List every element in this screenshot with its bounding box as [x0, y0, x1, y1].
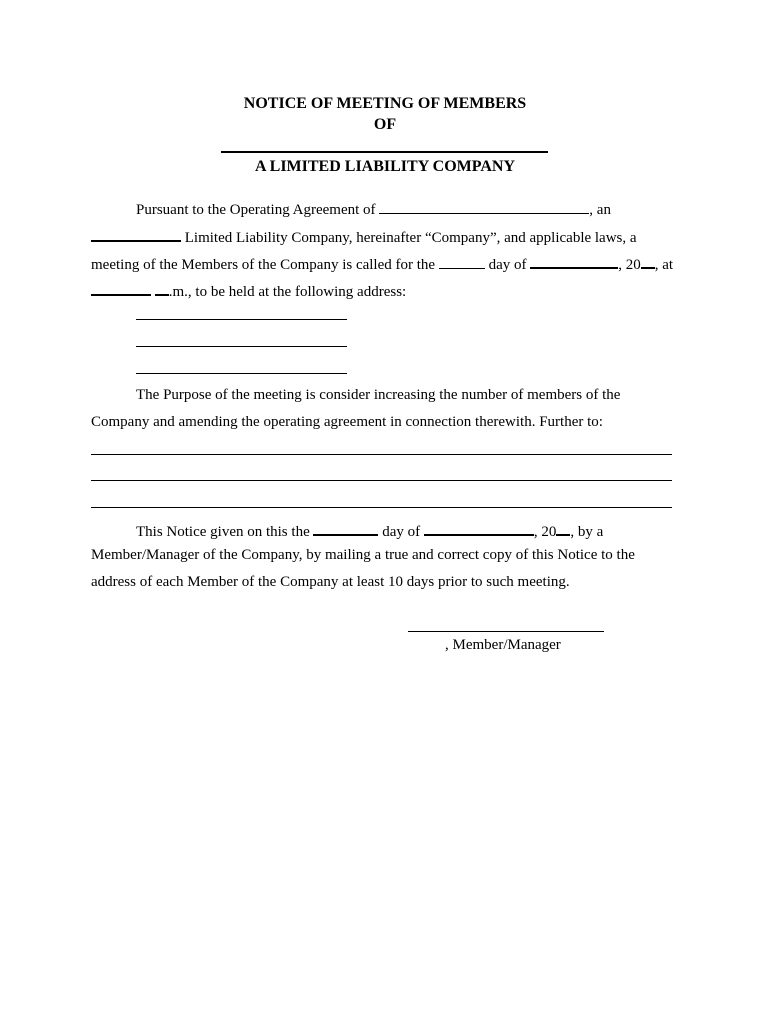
para3-text-c: , 20: [533, 524, 557, 540]
notice-year-blank[interactable]: [556, 520, 570, 536]
para1-line4: [91, 280, 406, 301]
purpose-line-3[interactable]: [91, 507, 672, 508]
company-name-blank[interactable]: [221, 151, 548, 153]
notice-day-blank[interactable]: [313, 520, 378, 536]
para2-line1: The Purpose of the meeting is consider increasing the number of members of the: [136, 387, 621, 403]
para1-line2: [91, 226, 637, 247]
para3-text-d: , by a: [570, 524, 604, 540]
operating-agreement-company-blank[interactable]: [379, 199, 589, 214]
signature-label: , Member/Manager: [445, 637, 561, 653]
para3-line3: address of each Member of the Company at least 10 days prior to such meeting.: [91, 574, 570, 590]
para3-line2: Member/Manager of the Company, by mailing a true and correct copy of this Notice to the: [91, 547, 635, 563]
meeting-ampm-blank[interactable]: [155, 280, 169, 296]
title-line-1: NOTICE OF MEETING OF MEMBERS: [243, 95, 527, 112]
para1-text-g: , at: [654, 257, 674, 273]
para3-text-a: This Notice given on this the: [136, 524, 310, 540]
para1-text-d: meeting of the Members of the Company is called for the: [91, 257, 436, 273]
state-blank[interactable]: [91, 226, 181, 242]
meeting-year-blank[interactable]: [641, 253, 655, 269]
para1-text-h: .m., to be held at the following address:: [168, 284, 407, 300]
para3-line1: [136, 520, 603, 541]
para1-text-c: Limited Liability Company, hereinafter “Company”, and applicable laws, a: [184, 230, 637, 246]
para1-text-a: Pursuant to the Operating Agreement of: [136, 202, 376, 218]
para1-text-e: day of: [488, 257, 527, 273]
address-line-2[interactable]: [136, 346, 347, 347]
purpose-line-2[interactable]: [91, 480, 672, 481]
para1-text-b: , an: [589, 202, 611, 218]
para2-line2: Company and amending the operating agreement in connection therewith. Further to:: [91, 414, 603, 430]
purpose-line-1[interactable]: [91, 454, 672, 455]
meeting-month-blank[interactable]: [530, 253, 618, 269]
para1-line1: [136, 199, 611, 219]
meeting-day-blank[interactable]: [439, 254, 485, 269]
title-line-3: A LIMITED LIABILITY COMPANY: [254, 158, 516, 175]
address-line-3[interactable]: [136, 373, 347, 374]
meeting-time-blank[interactable]: [91, 280, 151, 296]
address-line-1[interactable]: [136, 319, 347, 320]
signature-line[interactable]: [408, 631, 604, 632]
para3-text-b: day of: [382, 524, 421, 540]
para1-text-f: , 20: [618, 257, 641, 273]
notice-month-blank[interactable]: [424, 520, 534, 536]
title-line-2: OF: [373, 116, 397, 133]
para1-line3: [91, 253, 673, 274]
